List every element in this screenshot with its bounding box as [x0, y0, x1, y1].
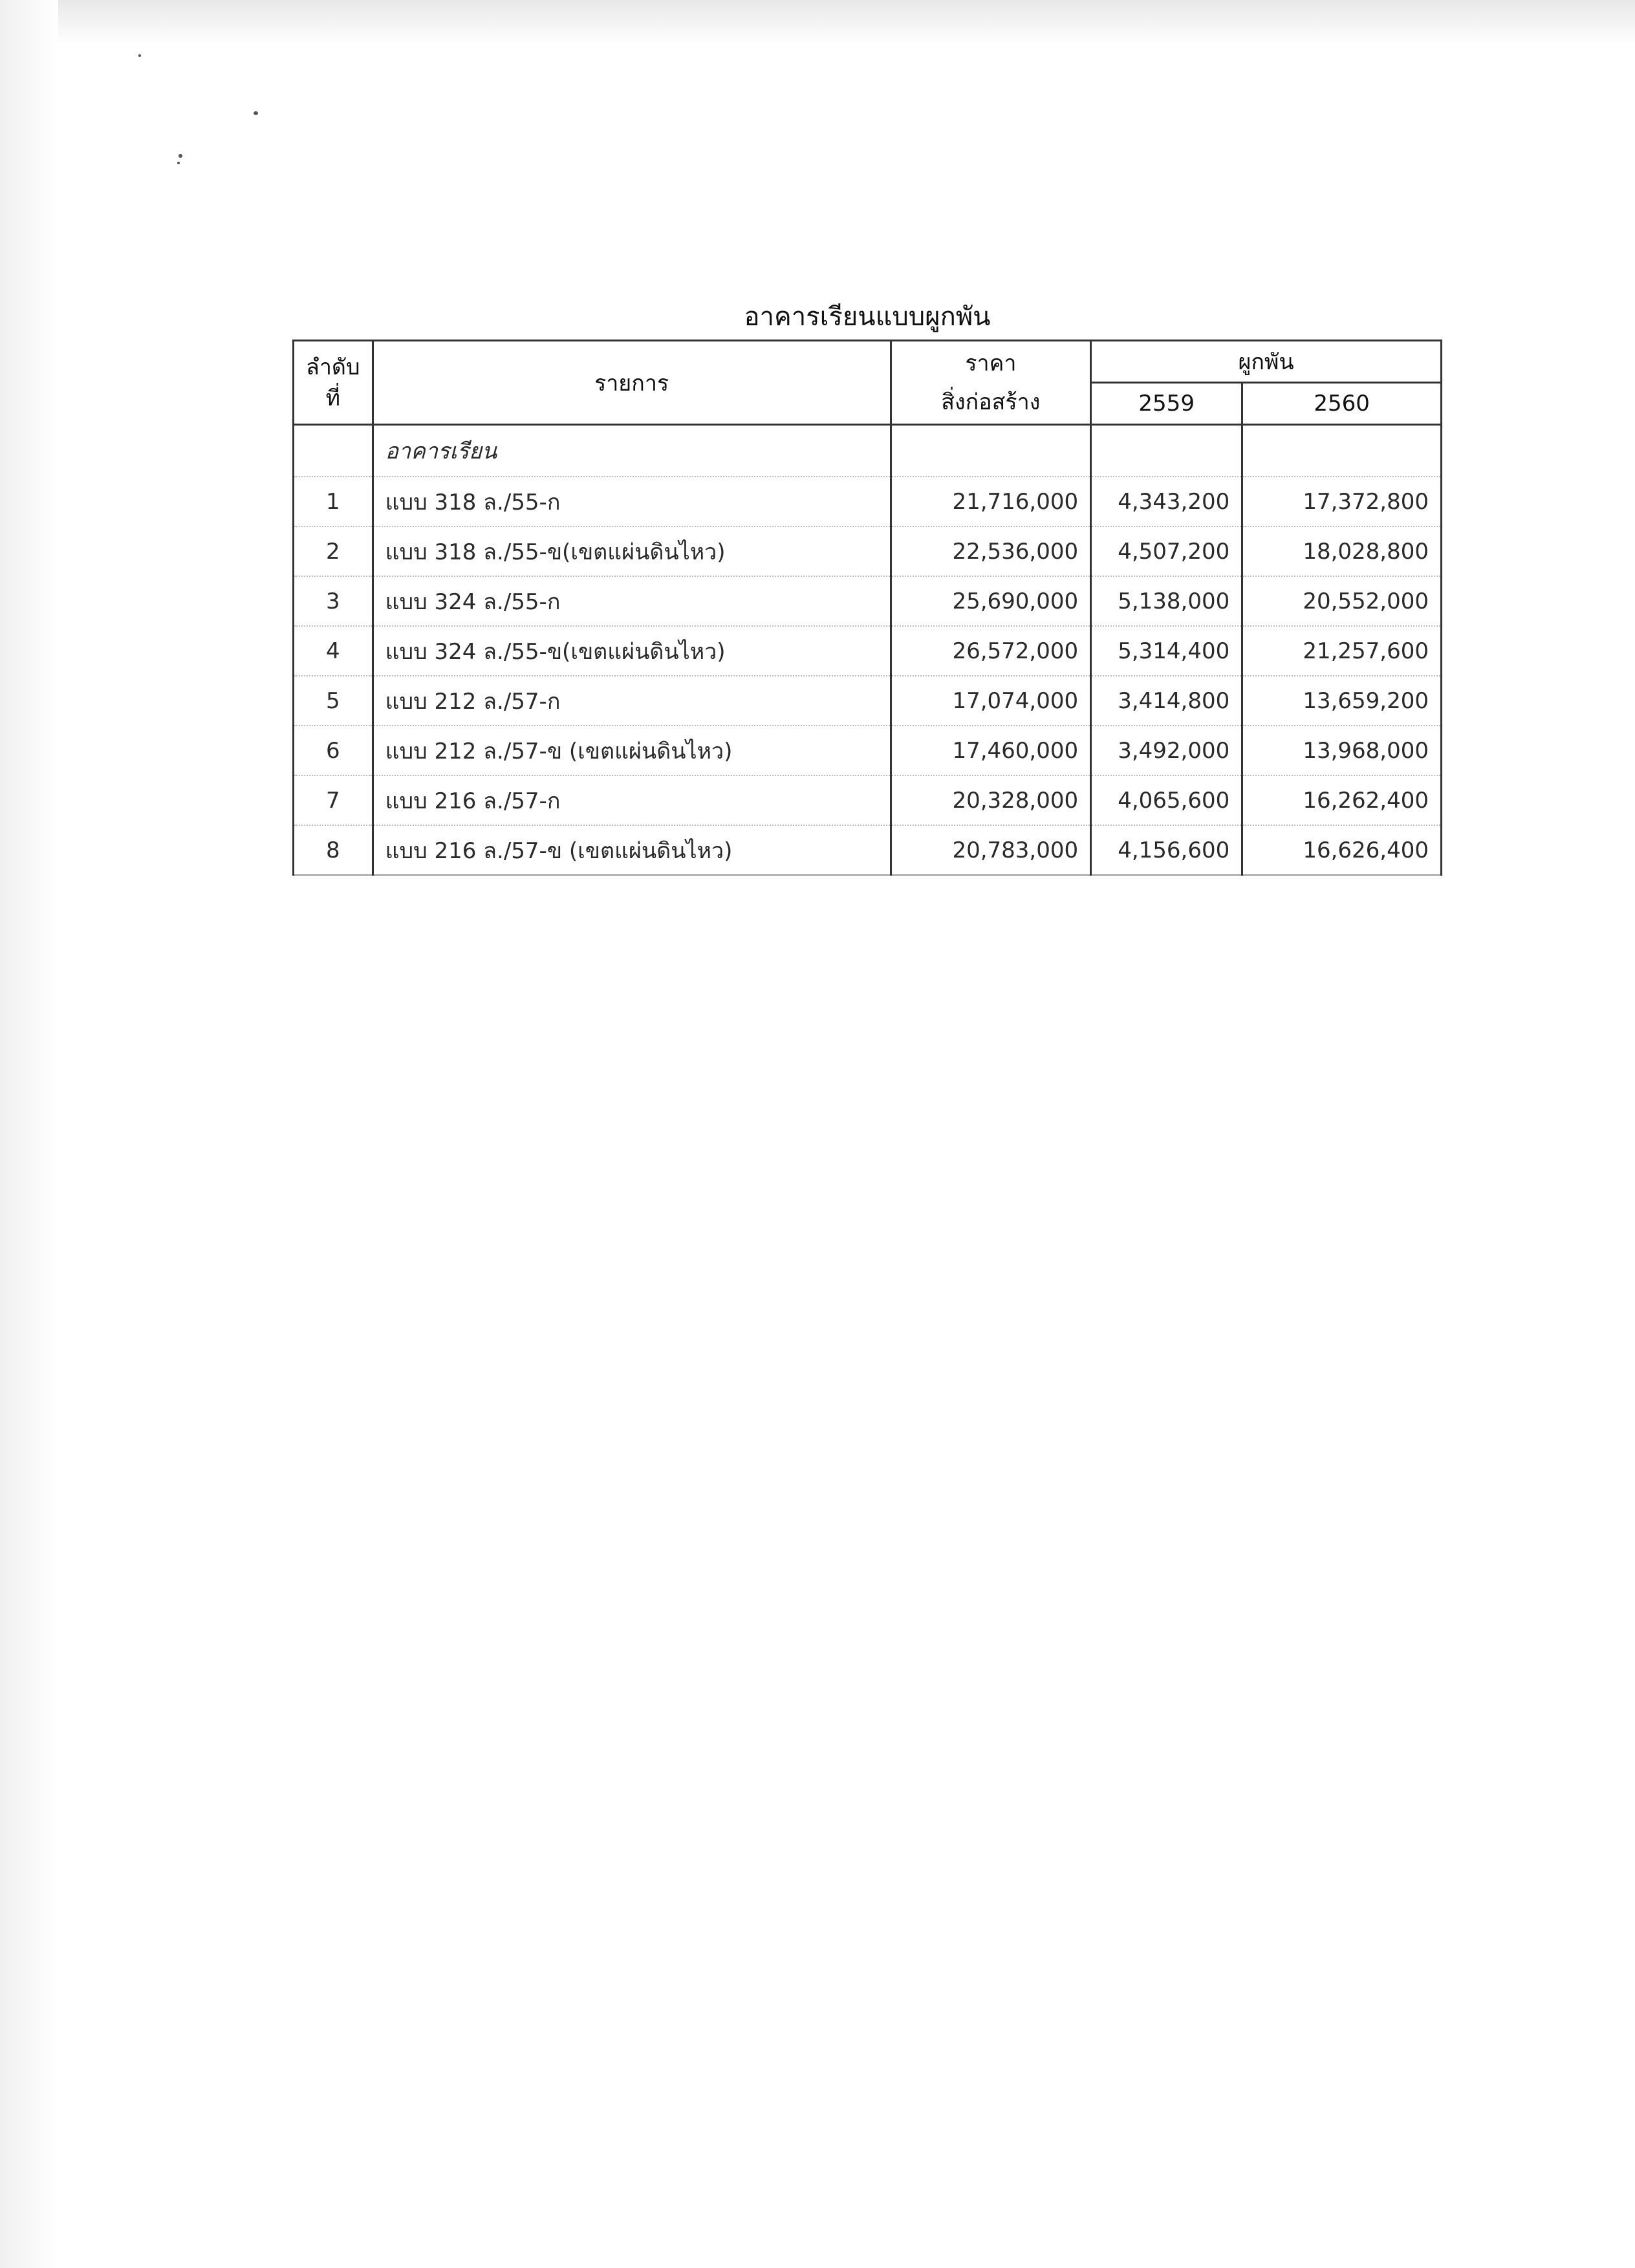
section-no-cell [294, 425, 373, 477]
row-amount-2559: 3,492,000 [1091, 726, 1242, 775]
scan-speck [254, 111, 258, 115]
row-amount-2559: 5,138,000 [1091, 576, 1242, 626]
row-amount-2560: 18,028,800 [1242, 526, 1442, 576]
scan-shadow-top [0, 0, 1635, 45]
scan-shadow-left [0, 0, 58, 2268]
section-label: อาคารเรียน [373, 425, 891, 477]
table-row [294, 526, 1442, 576]
row-item: แบบ 212 ล./57-ก [373, 676, 891, 726]
row-amount-2560: 16,626,400 [1242, 825, 1442, 875]
row-price: 26,572,000 [891, 626, 1091, 676]
table-row [294, 626, 1442, 676]
table-header-row [294, 341, 1442, 383]
header-order-line2: ที่ [325, 385, 340, 411]
row-price: 17,460,000 [891, 726, 1091, 775]
row-price: 25,690,000 [891, 576, 1091, 626]
row-item: แบบ 216 ล./57-ข (เขตแผ่นดินไหว) [373, 825, 891, 875]
table-row [294, 775, 1442, 825]
header-year-2559: 2559 [1091, 383, 1242, 425]
scan-speck [179, 154, 182, 158]
header-price-line1: ราคา [965, 350, 1017, 376]
building-commitment-table [292, 340, 1442, 876]
row-amount-2560: 13,968,000 [1242, 726, 1442, 775]
row-number: 4 [294, 626, 373, 676]
row-amount-2560: 20,552,000 [1242, 576, 1442, 626]
header-price-line2: สิ่งก่อสร้าง [941, 389, 1041, 415]
section-y2559-cell [1091, 425, 1242, 477]
row-amount-2560: 13,659,200 [1242, 676, 1442, 726]
row-number: 5 [294, 676, 373, 726]
row-item: แบบ 212 ล./57-ข (เขตแผ่นดินไหว) [373, 726, 891, 775]
row-number: 2 [294, 526, 373, 576]
table-row [294, 576, 1442, 626]
row-number: 1 [294, 477, 373, 526]
table-row [294, 726, 1442, 775]
row-amount-2560: 21,257,600 [1242, 626, 1442, 676]
header-price [891, 341, 1091, 425]
row-price: 21,716,000 [891, 477, 1091, 526]
row-number: 6 [294, 726, 373, 775]
row-amount-2559: 4,156,600 [1091, 825, 1242, 875]
table-row [294, 676, 1442, 726]
row-amount-2559: 4,343,200 [1091, 477, 1242, 526]
row-price: 20,328,000 [891, 775, 1091, 825]
table-row [294, 825, 1442, 875]
section-price-cell [891, 425, 1091, 477]
row-item: แบบ 216 ล./57-ก [373, 775, 891, 825]
row-item: แบบ 318 ล./55-ก [373, 477, 891, 526]
header-item: รายการ [373, 341, 891, 425]
row-amount-2559: 3,414,800 [1091, 676, 1242, 726]
row-price: 20,783,000 [891, 825, 1091, 875]
row-amount-2559: 4,065,600 [1091, 775, 1242, 825]
row-amount-2560: 16,262,400 [1242, 775, 1442, 825]
row-number: 8 [294, 825, 373, 875]
row-item: แบบ 318 ล./55-ข(เขตแผ่นดินไหว) [373, 526, 891, 576]
row-number: 3 [294, 576, 373, 626]
section-row [294, 425, 1442, 477]
row-price: 22,536,000 [891, 526, 1091, 576]
document-title: อาคารเรียนแบบผูกพัน [744, 302, 991, 332]
row-amount-2560: 17,372,800 [1242, 477, 1442, 526]
header-order-number [294, 341, 373, 425]
scan-speck [138, 54, 141, 57]
row-number: 7 [294, 775, 373, 825]
row-price: 17,074,000 [891, 676, 1091, 726]
scan-speck [177, 162, 180, 164]
row-amount-2559: 5,314,400 [1091, 626, 1242, 676]
header-order-line1: ลำดับ [306, 354, 360, 380]
row-amount-2559: 4,507,200 [1091, 526, 1242, 576]
header-commitment: ผูกพัน [1091, 341, 1442, 383]
section-y2560-cell [1242, 425, 1442, 477]
header-year-2560: 2560 [1242, 383, 1442, 425]
table-row [294, 477, 1442, 526]
row-item: แบบ 324 ล./55-ก [373, 576, 891, 626]
row-item: แบบ 324 ล./55-ข(เขตแผ่นดินไหว) [373, 626, 891, 676]
